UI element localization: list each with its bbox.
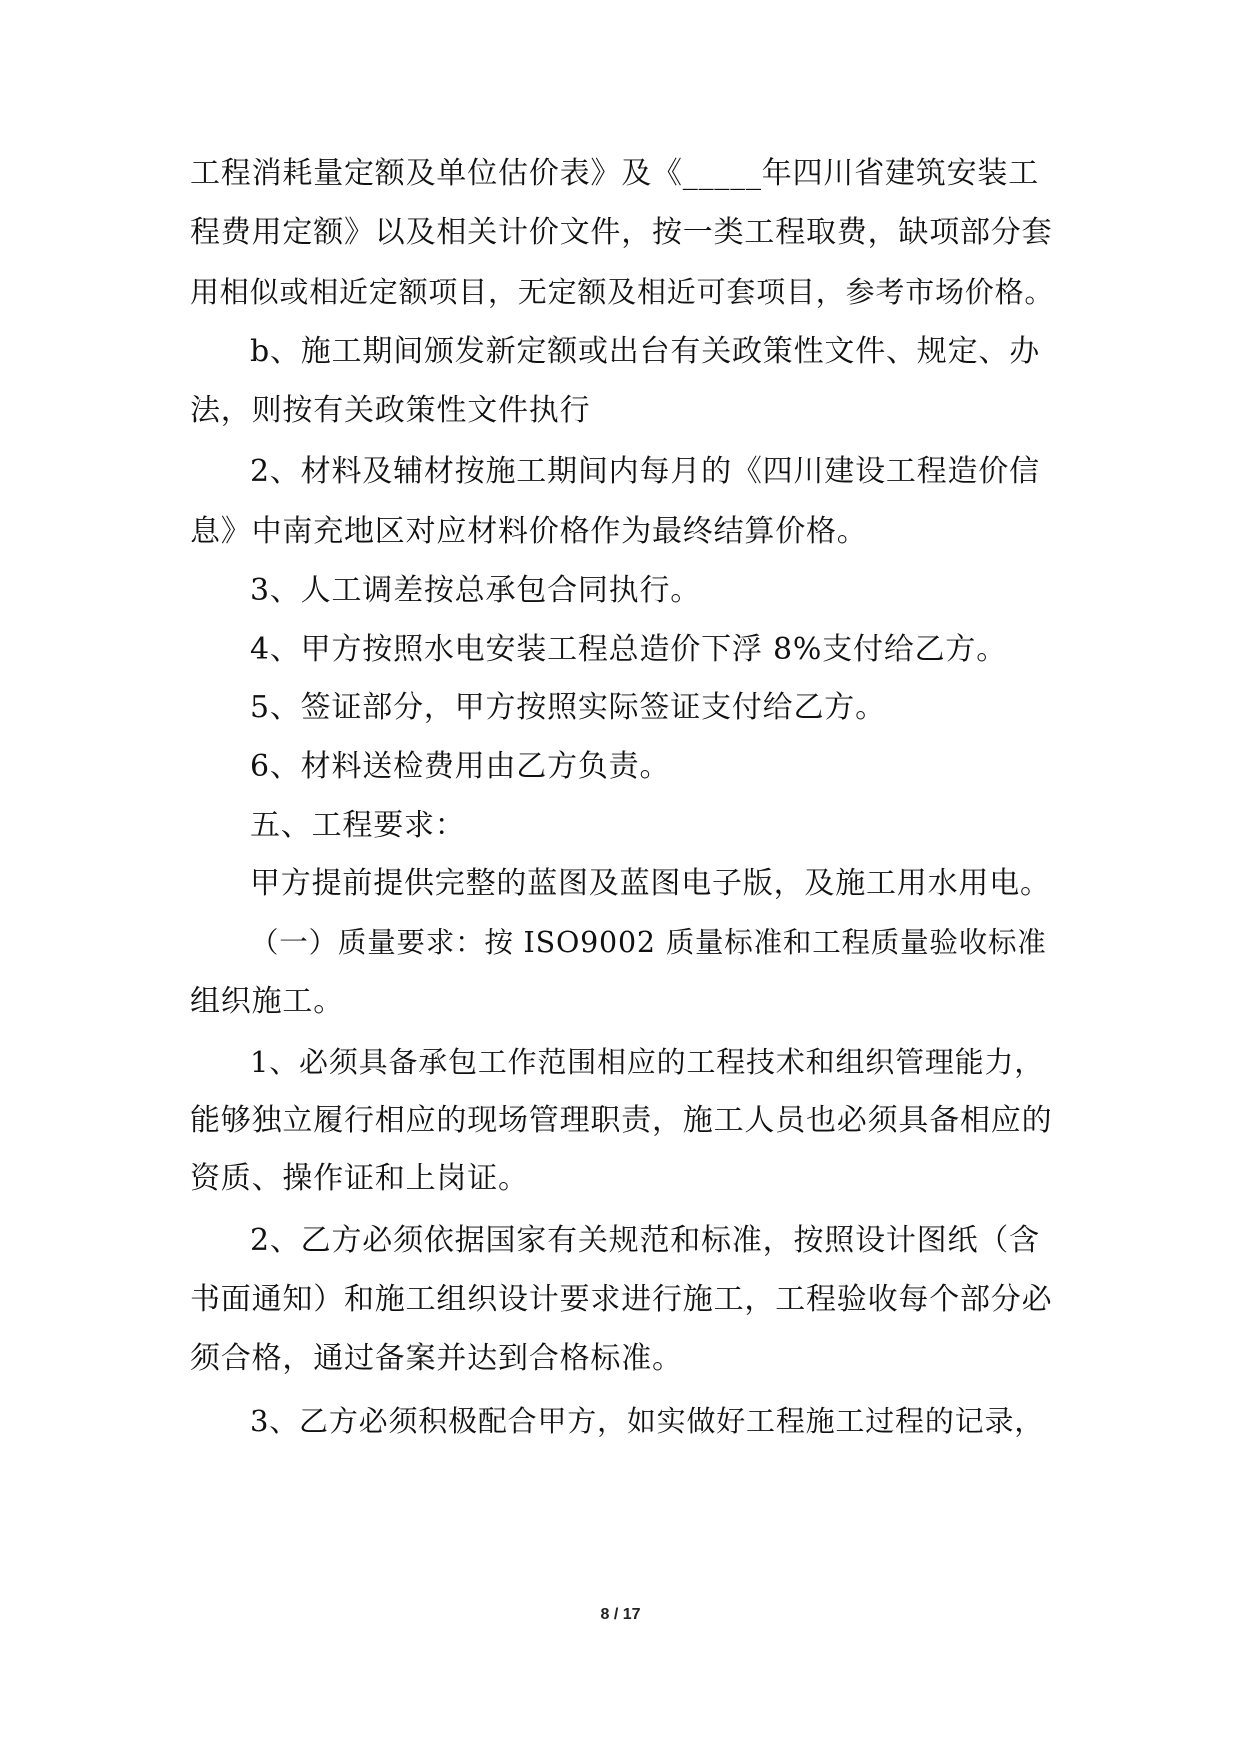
text-line: 4、甲方按照水电安装工程总造价下浮 8%支付给乙方。 (250, 632, 1008, 667)
text-line: 能够独立履行相应的现场管理职责，施工人员也必须具备相应的 (190, 1103, 1053, 1138)
text-line: 3、人工调差按总承包合同执行。 (250, 573, 702, 608)
text-line: 2、乙方必须依据国家有关规范和标准，按照设计图纸（含 (250, 1223, 1040, 1258)
text-line: 组织施工。 (190, 984, 344, 1019)
text-line: 息》中南充地区对应材料价格作为最终结算价格。 (190, 514, 868, 549)
text-line: 6、材料送检费用由乙方负责。 (250, 749, 671, 784)
text-line: 须合格，通过备案并达到合格标准。 (190, 1341, 683, 1376)
text-line: 1、必须具备承包工作范围相应的工程技术和组织管理能力， (250, 1045, 1045, 1079)
text-line: 程费用定额》以及相关计价文件，按一类工程取费，缺项部分套 (190, 215, 1053, 250)
section-heading: 五、工程要求： (250, 808, 466, 843)
text-line: 法，则按有关政策性文件执行 (190, 393, 591, 428)
page-number: 8 / 17 (600, 1606, 641, 1623)
text-line: 5、签证部分，甲方按照实际签证支付给乙方。 (250, 690, 886, 725)
text-line: 甲方提前提供完整的蓝图及蓝图电子版，及施工用水用电。 (250, 866, 1051, 901)
text-line: 3、乙方必须积极配合甲方，如实做好工程施工过程的记录， (250, 1404, 1045, 1438)
text-line: 书面通知）和施工组织设计要求进行施工，工程验收每个部分必 (190, 1282, 1053, 1317)
text-line: 2、材料及辅材按施工期间内每月的《四川建设工程造价信 (250, 454, 1040, 489)
text-line: b、施工期间颁发新定额或出台有关政策性文件、规定、办 (250, 334, 1041, 369)
text-line: 用相似或相近定额项目，无定额及相近可套项目，参考市场价格。 (190, 275, 1055, 309)
text-line: 资质、操作证和上岗证。 (190, 1161, 529, 1196)
text-line: 工程消耗量定额及单位估价表》及《_____年四川省建筑安装工 (190, 156, 1039, 191)
subsection-heading: （一）质量要求：按 ISO9002 质量标准和工程质量验收标准 (250, 926, 1047, 959)
